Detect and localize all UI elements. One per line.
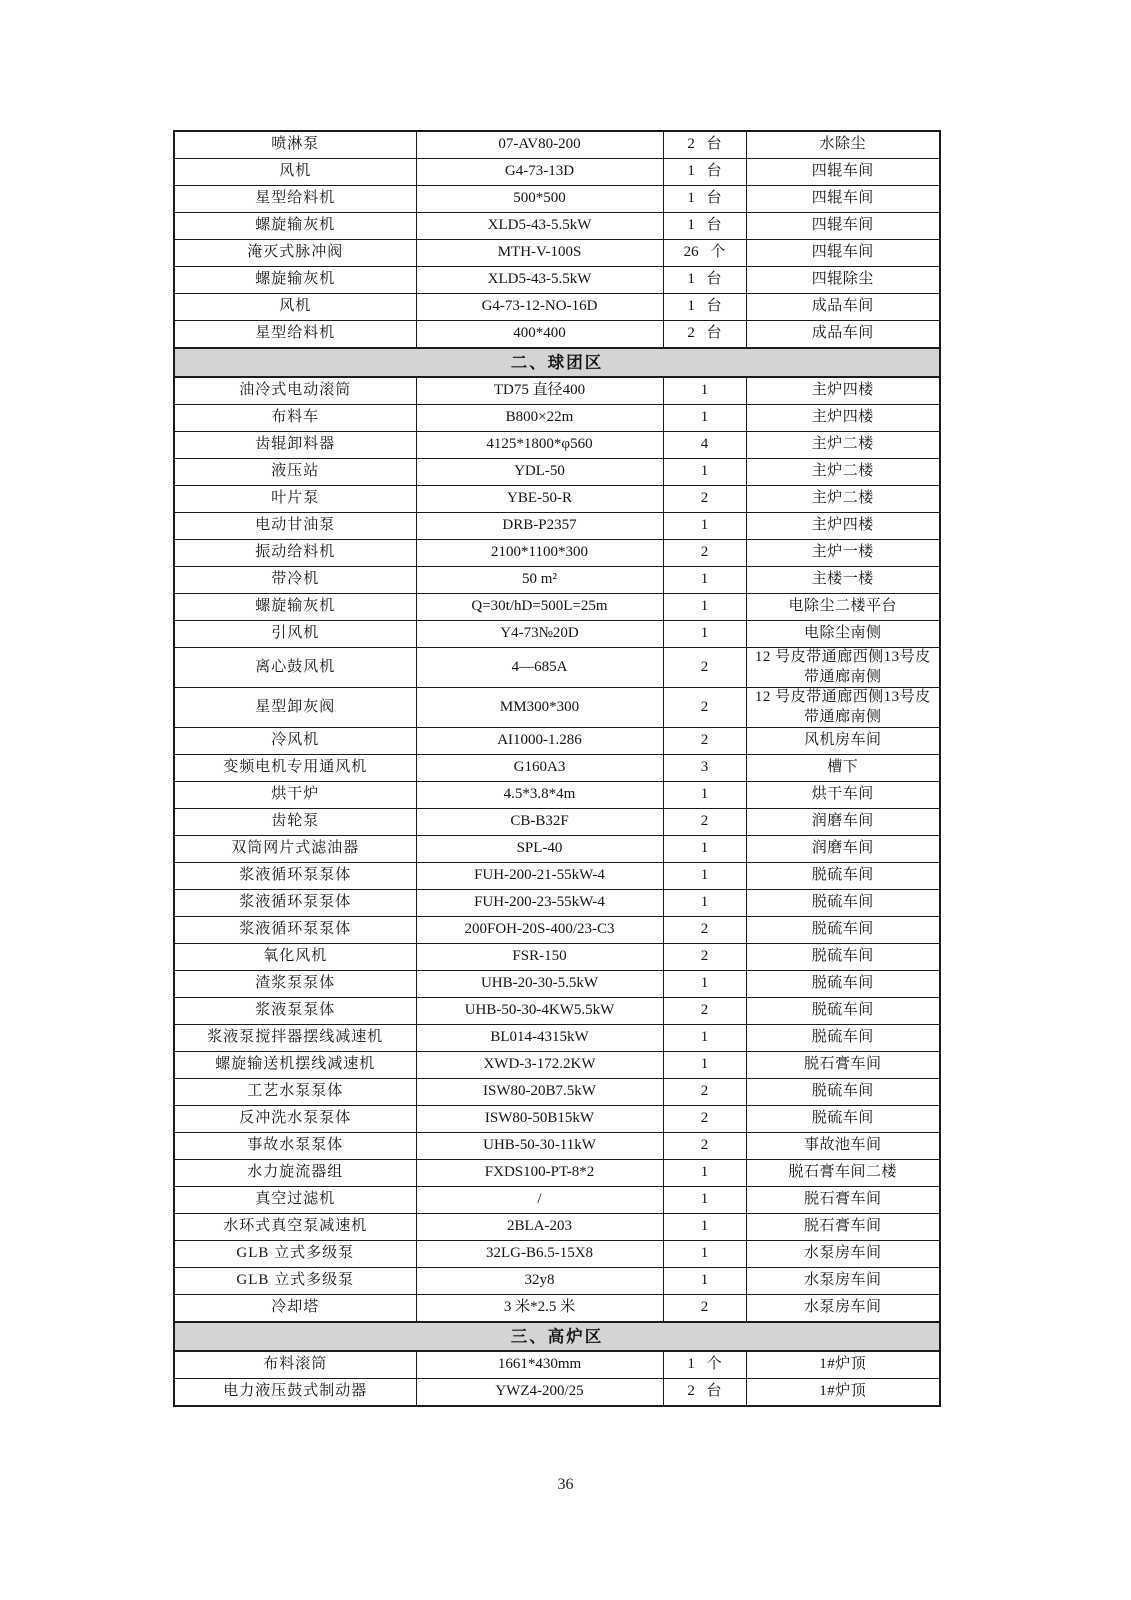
location-cell: 主炉四楼 xyxy=(746,405,940,432)
equipment-name-cell: 离心鼓风机 xyxy=(174,648,416,688)
quantity-cell: 1 xyxy=(663,405,746,432)
location-cell: 脱石膏车间 xyxy=(746,1052,940,1079)
model-cell: UHB-50-30-11kW xyxy=(416,1133,663,1160)
quantity-cell: 3 xyxy=(663,755,746,782)
quantity-cell: 2 台 xyxy=(663,321,746,349)
equipment-row xyxy=(174,294,940,321)
equipment-row xyxy=(174,755,940,782)
location-cell: 12 号皮带通廊西侧13号皮带通廊南侧 xyxy=(746,648,940,688)
equipment-name-cell: 星型给料机 xyxy=(174,186,416,213)
equipment-name-cell: GLB 立式多级泵 xyxy=(174,1241,416,1268)
location-cell: 脱硫车间 xyxy=(746,944,940,971)
section-header-row xyxy=(174,348,940,377)
quantity-cell: 2 台 xyxy=(663,131,746,159)
equipment-row xyxy=(174,890,940,917)
location-cell: 润磨车间 xyxy=(746,836,940,863)
equipment-name-cell: 电动甘油泵 xyxy=(174,513,416,540)
location-cell: 水泵房车间 xyxy=(746,1268,940,1295)
quantity-cell: 2 xyxy=(663,540,746,567)
model-cell: G4-73-13D xyxy=(416,159,663,186)
equipment-name-cell: 浆液泵泵体 xyxy=(174,998,416,1025)
equipment-row xyxy=(174,648,940,688)
equipment-name-cell: 水力旋流器组 xyxy=(174,1160,416,1187)
model-cell: 07-AV80-200 xyxy=(416,131,663,159)
quantity-cell: 1 xyxy=(663,567,746,594)
equipment-name-cell: 风机 xyxy=(174,159,416,186)
quantity-cell: 1 xyxy=(663,1241,746,1268)
quantity-cell: 2 xyxy=(663,998,746,1025)
equipment-name-cell: 叶片泵 xyxy=(174,486,416,513)
equipment-row xyxy=(174,1241,940,1268)
equipment-name-cell: 反冲洗水泵泵体 xyxy=(174,1106,416,1133)
model-cell: MM300*300 xyxy=(416,688,663,728)
quantity-cell: 1 台 xyxy=(663,267,746,294)
equipment-row xyxy=(174,513,940,540)
quantity-cell: 1 xyxy=(663,1025,746,1052)
model-cell: YDL-50 xyxy=(416,459,663,486)
location-cell: 四辊车间 xyxy=(746,213,940,240)
equipment-name-cell: 螺旋输灰机 xyxy=(174,267,416,294)
equipment-name-cell: 渣浆泵泵体 xyxy=(174,971,416,998)
location-cell: 电除尘南侧 xyxy=(746,621,940,648)
equipment-name-cell: 引风机 xyxy=(174,621,416,648)
model-cell: B800×22m xyxy=(416,405,663,432)
equipment-row xyxy=(174,131,940,159)
location-cell: 烘干车间 xyxy=(746,782,940,809)
equipment-name-cell: 冷风机 xyxy=(174,728,416,755)
equipment-row xyxy=(174,917,940,944)
equipment-row xyxy=(174,567,940,594)
quantity-cell: 1 xyxy=(663,1052,746,1079)
quantity-cell: 2 xyxy=(663,944,746,971)
equipment-name-cell: 布料滚筒 xyxy=(174,1351,416,1379)
equipment-name-cell: 布料车 xyxy=(174,405,416,432)
location-cell: 水泵房车间 xyxy=(746,1295,940,1323)
quantity-cell: 2 xyxy=(663,1106,746,1133)
location-cell: 脱硫车间 xyxy=(746,890,940,917)
equipment-name-cell: 浆液泵搅拌器摆线减速机 xyxy=(174,1025,416,1052)
section-header: 三、高炉区 xyxy=(174,1322,940,1351)
model-cell: TD75 直径400 xyxy=(416,377,663,405)
quantity-cell: 4 xyxy=(663,432,746,459)
model-cell: 50 m² xyxy=(416,567,663,594)
equipment-row xyxy=(174,240,940,267)
location-cell: 润磨车间 xyxy=(746,809,940,836)
equipment-row xyxy=(174,459,940,486)
model-cell: XLD5-43-5.5kW xyxy=(416,267,663,294)
model-cell: FSR-150 xyxy=(416,944,663,971)
quantity-cell: 1 xyxy=(663,513,746,540)
equipment-name-cell: 浆液循环泵泵体 xyxy=(174,917,416,944)
quantity-cell: 1 xyxy=(663,459,746,486)
equipment-name-cell: 淹灭式脉冲阀 xyxy=(174,240,416,267)
model-cell: 200FOH-20S-400/23-C3 xyxy=(416,917,663,944)
equipment-name-cell: 螺旋输送机摆线减速机 xyxy=(174,1052,416,1079)
model-cell: CB-B32F xyxy=(416,809,663,836)
location-cell: 主楼一楼 xyxy=(746,567,940,594)
model-cell: UHB-20-30-5.5kW xyxy=(416,971,663,998)
location-cell: 脱硫车间 xyxy=(746,1079,940,1106)
quantity-cell: 1 xyxy=(663,594,746,621)
location-cell: 脱石膏车间 xyxy=(746,1187,940,1214)
model-cell: 4125*1800*φ560 xyxy=(416,432,663,459)
model-cell: 4.5*3.8*4m xyxy=(416,782,663,809)
quantity-cell: 1 xyxy=(663,782,746,809)
location-cell: 水除尘 xyxy=(746,131,940,159)
quantity-cell: 1 xyxy=(663,971,746,998)
quantity-cell: 1 xyxy=(663,863,746,890)
model-cell: DRB-P2357 xyxy=(416,513,663,540)
equipment-name-cell: 真空过滤机 xyxy=(174,1187,416,1214)
equipment-name-cell: 齿轮泵 xyxy=(174,809,416,836)
equipment-name-cell: 螺旋输灰机 xyxy=(174,594,416,621)
quantity-cell: 2 xyxy=(663,648,746,688)
model-cell: 2100*1100*300 xyxy=(416,540,663,567)
quantity-cell: 1 个 xyxy=(663,1351,746,1379)
section-header-row xyxy=(174,1322,940,1351)
model-cell: FXDS100-PT-8*2 xyxy=(416,1160,663,1187)
location-cell: 电除尘二楼平台 xyxy=(746,594,940,621)
equipment-row xyxy=(174,1133,940,1160)
equipment-row xyxy=(174,1214,940,1241)
location-cell: 脱石膏车间二楼 xyxy=(746,1160,940,1187)
model-cell: XLD5-43-5.5kW xyxy=(416,213,663,240)
model-cell: 4—685A xyxy=(416,648,663,688)
equipment-name-cell: 双筒网片式滤油器 xyxy=(174,836,416,863)
model-cell: FUH-200-23-55kW-4 xyxy=(416,890,663,917)
equipment-name-cell: 液压站 xyxy=(174,459,416,486)
equipment-row xyxy=(174,186,940,213)
location-cell: 脱硫车间 xyxy=(746,1106,940,1133)
equipment-row xyxy=(174,998,940,1025)
page-number: 36 xyxy=(557,1476,574,1493)
model-cell: UHB-50-30-4KW5.5kW xyxy=(416,998,663,1025)
quantity-cell: 2 xyxy=(663,809,746,836)
equipment-name-cell: 浆液循环泵泵体 xyxy=(174,890,416,917)
quantity-cell: 1 台 xyxy=(663,186,746,213)
equipment-name-cell: 星型卸灰阀 xyxy=(174,688,416,728)
quantity-cell: 2 xyxy=(663,1079,746,1106)
model-cell: 1661*430mm xyxy=(416,1351,663,1379)
equipment-name-cell: 浆液循环泵泵体 xyxy=(174,863,416,890)
quantity-cell: 1 台 xyxy=(663,213,746,240)
location-cell: 主炉四楼 xyxy=(746,513,940,540)
quantity-cell: 26 个 xyxy=(663,240,746,267)
quantity-cell: 1 xyxy=(663,1160,746,1187)
quantity-cell: 1 xyxy=(663,1187,746,1214)
equipment-name-cell: 喷淋泵 xyxy=(174,131,416,159)
equipment-row xyxy=(174,432,940,459)
location-cell: 12 号皮带通廊西侧13号皮带通廊南侧 xyxy=(746,688,940,728)
location-cell: 四辊车间 xyxy=(746,186,940,213)
model-cell: FUH-200-21-55kW-4 xyxy=(416,863,663,890)
location-cell: 四辊除尘 xyxy=(746,267,940,294)
model-cell: ISW80-20B7.5kW xyxy=(416,1079,663,1106)
equipment-row xyxy=(174,1025,940,1052)
equipment-row xyxy=(174,971,940,998)
model-cell: / xyxy=(416,1187,663,1214)
quantity-cell: 2 xyxy=(663,486,746,513)
location-cell: 脱石膏车间 xyxy=(746,1214,940,1241)
quantity-cell: 2 xyxy=(663,1133,746,1160)
equipment-name-cell: 风机 xyxy=(174,294,416,321)
equipment-row xyxy=(174,1106,940,1133)
location-cell: 风机房车间 xyxy=(746,728,940,755)
equipment-name-cell: 变频电机专用通风机 xyxy=(174,755,416,782)
model-cell: 32LG-B6.5-15X8 xyxy=(416,1241,663,1268)
equipment-row xyxy=(174,809,940,836)
location-cell: 脱硫车间 xyxy=(746,998,940,1025)
quantity-cell: 2 xyxy=(663,728,746,755)
equipment-row xyxy=(174,1187,940,1214)
equipment-row xyxy=(174,1079,940,1106)
quantity-cell: 1 xyxy=(663,1214,746,1241)
equipment-row xyxy=(174,1351,940,1379)
equipment-row xyxy=(174,159,940,186)
location-cell: 成品车间 xyxy=(746,294,940,321)
equipment-row xyxy=(174,621,940,648)
quantity-cell: 1 台 xyxy=(663,159,746,186)
quantity-cell: 1 xyxy=(663,836,746,863)
location-cell: 1#炉顶 xyxy=(746,1379,940,1407)
equipment-name-cell: 齿辊卸料器 xyxy=(174,432,416,459)
equipment-name-cell: 电力液压鼓式制动器 xyxy=(174,1379,416,1407)
equipment-table-body xyxy=(174,131,940,1406)
location-cell: 成品车间 xyxy=(746,321,940,349)
location-cell: 主炉二楼 xyxy=(746,486,940,513)
location-cell: 脱硫车间 xyxy=(746,863,940,890)
quantity-cell: 2 台 xyxy=(663,1379,746,1407)
location-cell: 主炉一楼 xyxy=(746,540,940,567)
equipment-row xyxy=(174,782,940,809)
location-cell: 四辊车间 xyxy=(746,159,940,186)
model-cell: AI1000-1.286 xyxy=(416,728,663,755)
location-cell: 1#炉顶 xyxy=(746,1351,940,1379)
model-cell: 500*500 xyxy=(416,186,663,213)
equipment-row xyxy=(174,1268,940,1295)
equipment-row xyxy=(174,728,940,755)
equipment-row xyxy=(174,213,940,240)
model-cell: G160A3 xyxy=(416,755,663,782)
location-cell: 脱硫车间 xyxy=(746,971,940,998)
equipment-name-cell: 螺旋输灰机 xyxy=(174,213,416,240)
location-cell: 事故池车间 xyxy=(746,1133,940,1160)
quantity-cell: 2 xyxy=(663,917,746,944)
equipment-name-cell: 冷却塔 xyxy=(174,1295,416,1323)
location-cell: 槽下 xyxy=(746,755,940,782)
model-cell: ISW80-50B15kW xyxy=(416,1106,663,1133)
quantity-cell: 1 xyxy=(663,1268,746,1295)
model-cell: MTH-V-100S xyxy=(416,240,663,267)
equipment-row xyxy=(174,863,940,890)
model-cell: 32y8 xyxy=(416,1268,663,1295)
quantity-cell: 2 xyxy=(663,1295,746,1323)
quantity-cell: 1 xyxy=(663,377,746,405)
equipment-name-cell: 振动给料机 xyxy=(174,540,416,567)
location-cell: 脱硫车间 xyxy=(746,917,940,944)
equipment-row xyxy=(174,688,940,728)
equipment-name-cell: 带冷机 xyxy=(174,567,416,594)
equipment-row xyxy=(174,594,940,621)
quantity-cell: 1 xyxy=(663,890,746,917)
quantity-cell: 1 xyxy=(663,621,746,648)
section-header: 二、球团区 xyxy=(174,348,940,377)
quantity-cell: 2 xyxy=(663,688,746,728)
model-cell: Q=30t/hD=500L=25m xyxy=(416,594,663,621)
equipment-name-cell: 工艺水泵泵体 xyxy=(174,1079,416,1106)
location-cell: 四辊车间 xyxy=(746,240,940,267)
model-cell: Y4-73№20D xyxy=(416,621,663,648)
equipment-table xyxy=(173,130,941,1407)
location-cell: 主炉二楼 xyxy=(746,432,940,459)
model-cell: 2BLA-203 xyxy=(416,1214,663,1241)
location-cell: 水泵房车间 xyxy=(746,1241,940,1268)
equipment-name-cell: 油冷式电动滚筒 xyxy=(174,377,416,405)
location-cell: 脱硫车间 xyxy=(746,1025,940,1052)
equipment-row xyxy=(174,405,940,432)
equipment-row xyxy=(174,486,940,513)
location-cell: 主炉四楼 xyxy=(746,377,940,405)
equipment-name-cell: GLB 立式多级泵 xyxy=(174,1268,416,1295)
equipment-row xyxy=(174,836,940,863)
equipment-name-cell: 事故水泵泵体 xyxy=(174,1133,416,1160)
model-cell: 400*400 xyxy=(416,321,663,349)
model-cell: YBE-50-R xyxy=(416,486,663,513)
equipment-row xyxy=(174,1052,940,1079)
equipment-name-cell: 水环式真空泵减速机 xyxy=(174,1214,416,1241)
equipment-name-cell: 星型给料机 xyxy=(174,321,416,349)
model-cell: YWZ4-200/25 xyxy=(416,1379,663,1407)
model-cell: 3 米*2.5 米 xyxy=(416,1295,663,1323)
equipment-row xyxy=(174,267,940,294)
equipment-row xyxy=(174,540,940,567)
equipment-name-cell: 氧化风机 xyxy=(174,944,416,971)
quantity-cell: 1 台 xyxy=(663,294,746,321)
equipment-name-cell: 烘干炉 xyxy=(174,782,416,809)
equipment-row xyxy=(174,321,940,349)
model-cell: G4-73-12-NO-16D xyxy=(416,294,663,321)
equipment-row xyxy=(174,1160,940,1187)
equipment-row xyxy=(174,944,940,971)
model-cell: BL014-4315kW xyxy=(416,1025,663,1052)
equipment-row xyxy=(174,1379,940,1407)
location-cell: 主炉二楼 xyxy=(746,459,940,486)
model-cell: XWD-3-172.2KW xyxy=(416,1052,663,1079)
equipment-row xyxy=(174,1295,940,1323)
model-cell: SPL-40 xyxy=(416,836,663,863)
equipment-row xyxy=(174,377,940,405)
